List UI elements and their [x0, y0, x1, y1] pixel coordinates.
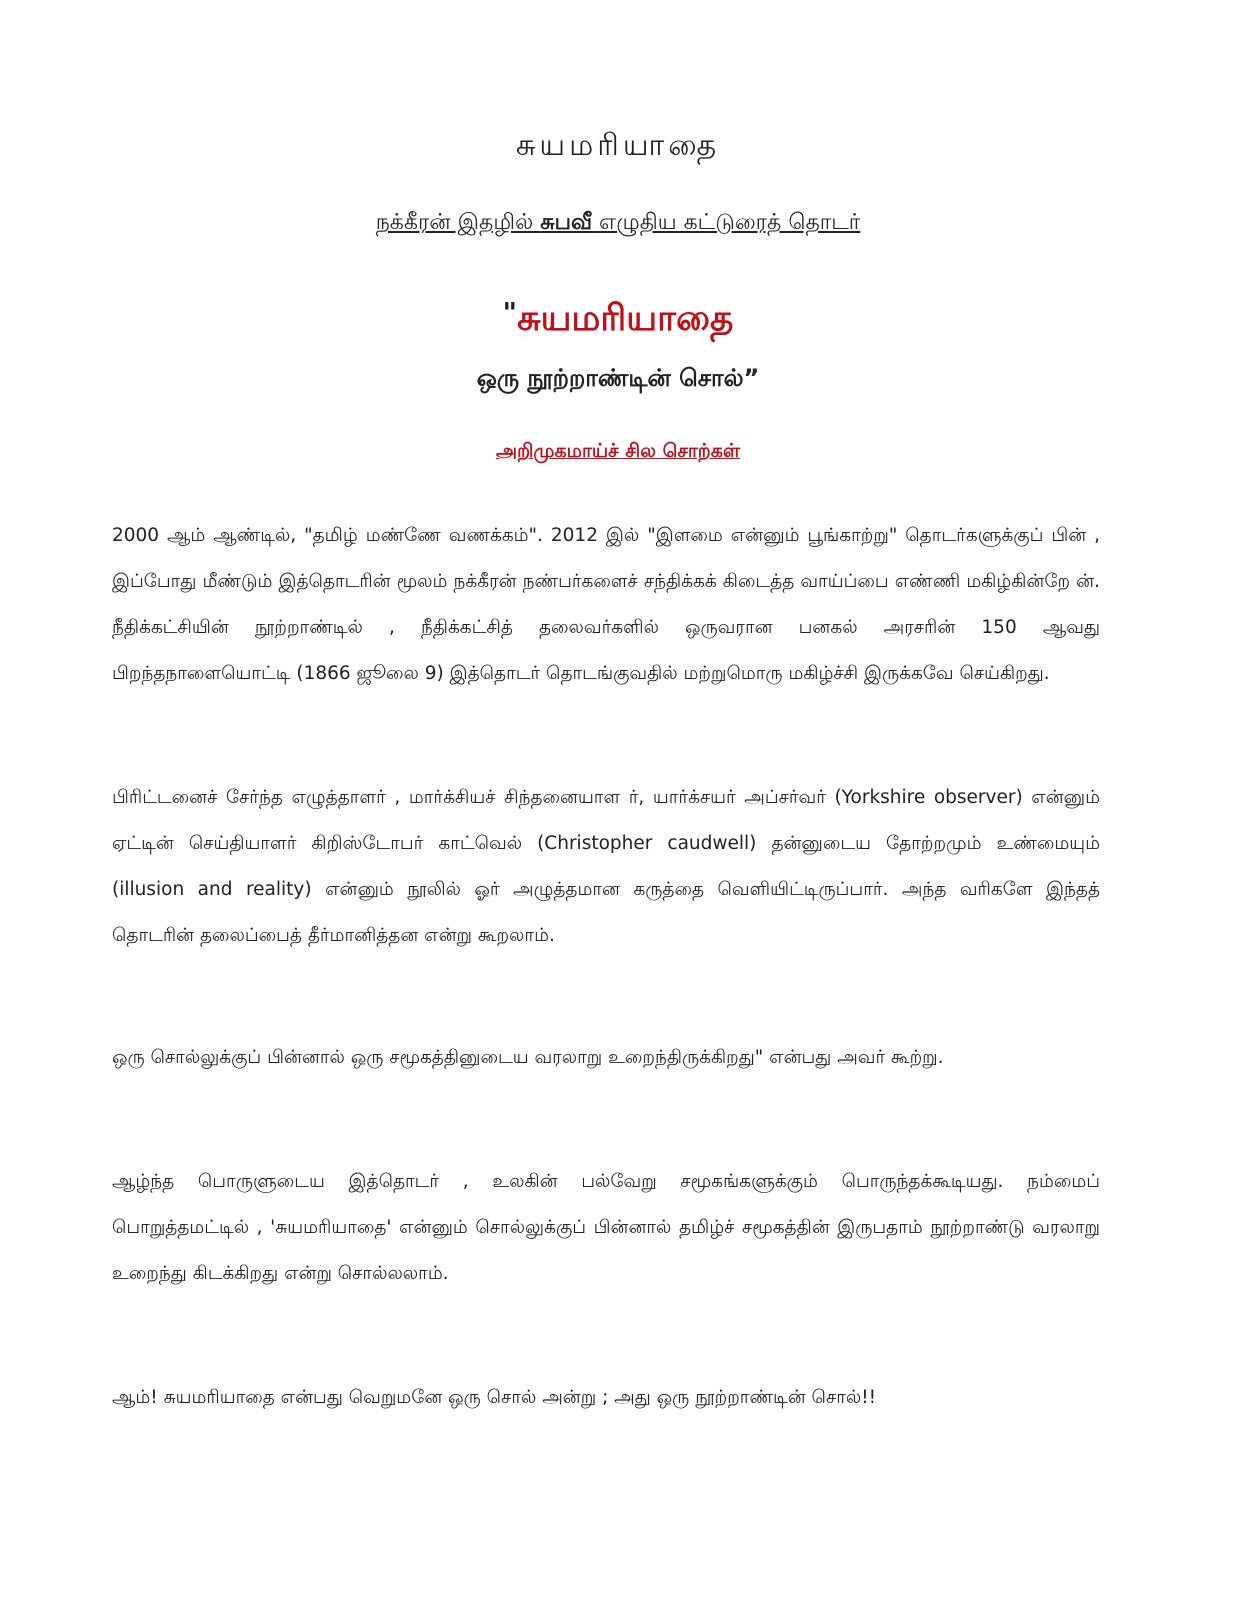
subtitle-prefix: நக்கீரன் இதழில்: [375, 210, 541, 235]
paragraph-2: பிரிட்டனைச் சேர்ந்த எழுத்தாளர் , மார்க்சியச் சிந்தனையாள ர், யார்க்சயர் அப்சர்வர் (Yorkshire observer) என்னும் ஏட்டின் செய்தியாளர் கிறிஸ்டோபர் காட்வெல் (Christopher caudwell) தன்னுடைய தோற்றமும் உண்மையும் (illusion and reality) என்னும் நூலில் ஓர் அழுத்தமான கருத்தை வெளியிட்டிருப்பார். அந்த வரிகளே இந்தத் தொடரின் தலைப்பைத் தீர்மானித்தன என்று கூறலாம்.: [112, 786, 1100, 946]
page-title: சுயமரியாதை: [515, 128, 721, 163]
main-heading: [0, 296, 1236, 344]
main-subheading: ஒரு நூற்றாண்டின் சொல்”: [476, 364, 760, 392]
paragraph-4: ஆழ்ந்த பொருளுடைய இத்தொடர் , உலகின் பல்வேறு சமூகங்களுக்கும் பொருந்தக்கூடியது. நம்மைப் பொறுத்தமட்டில் , 'சுயமரியாதை' என்னும் சொல்லுக்குப் பின்னால் தமிழ்ச் சமூகத்தின் இருபதாம் நூற்றாண்டு வரலாறு உறைந்து கிடக்கிறது என்று சொல்லலாம்.: [112, 1170, 1100, 1284]
main-heading-quote: ": [502, 296, 518, 329]
paragraph-3: ஒரு சொல்லுக்குப் பின்னால் ஒரு சமூகத்தினுடைய வரலாறு உறைந்திருக்கிறது" என்பது அவர் கூற்று.: [112, 1046, 944, 1068]
subtitle-suffix: எழுதிய கட்டுரைத் தொடர்: [592, 210, 861, 235]
article-series-subtitle: [0, 210, 1236, 238]
paragraph-1: 2000 ஆம் ஆண்டில், "தமிழ் மண்ணே வணக்கம்". 2012 இல் "இளமை என்னும் பூங்காற்று" தொடர்களுக்குப் பின் , இப்போது மீண்டும் இத்தொடரின் மூலம் நக்கீரன் நண்பர்களைச் சந்திக்கக் கிடைத்த வாய்ப்பை எண்ணி மகிழ்கின்றே ன். நீதிக்கட்சியின் நூற்றாண்டில் , நீதிக்கட்சித் தலைவர்களில் ஒருவரான பனகல் அரசரின் 150 ஆவது பிறந்தநாளையொட்டி (1866 ஜூலை 9) இத்தொடர் தொடங்குவதில் மற்றுமொரு மகிழ்ச்சி இருக்கவே செய்கிறது.: [112, 524, 1100, 684]
section-heading: அறிமுகமாய்ச் சில சொற்கள்: [495, 440, 741, 462]
main-heading-text: சுயமரியாதை: [517, 298, 734, 339]
subtitle-author: சுபவீ: [540, 210, 593, 235]
paragraph-5: ஆம்! சுயமரியாதை என்பது வெறுமனே ஒரு சொல் அன்று ; அது ஒரு நூற்றாண்டின் சொல்!!: [112, 1386, 877, 1408]
